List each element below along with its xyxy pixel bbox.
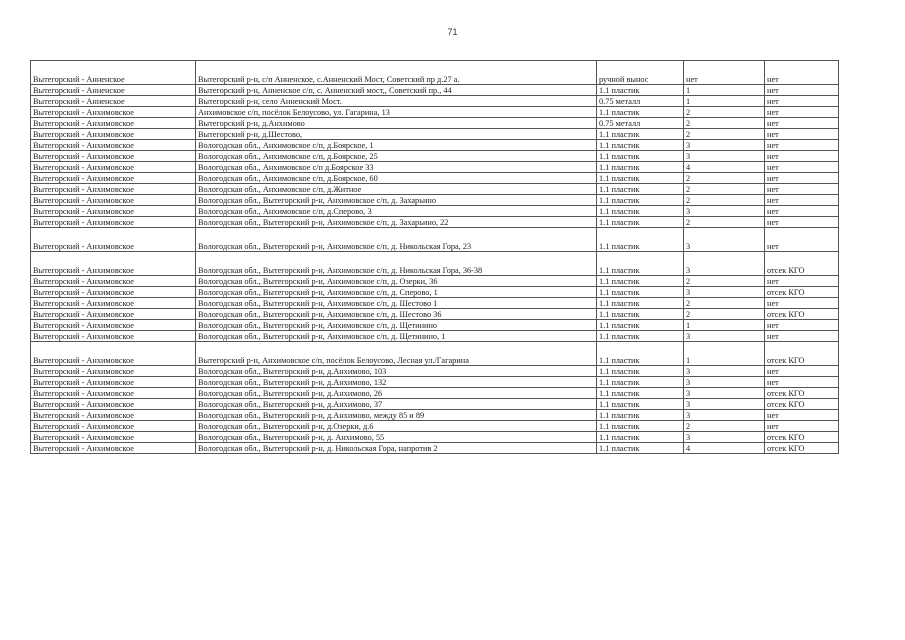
address-cell: Вологодская обл., Анхимовское с/п, д.Житное <box>196 184 597 195</box>
table-row <box>31 399 839 410</box>
bulky-waste-cell: нет <box>765 276 839 287</box>
container-type-cell: 1.1 пластик <box>597 432 684 443</box>
container-count-cell: 4 <box>684 162 765 173</box>
bulky-waste-cell: нет <box>765 140 839 151</box>
container-type-cell: 1.1 пластик <box>597 331 684 342</box>
bulky-waste-cell: отсек КГО <box>765 399 839 410</box>
district-cell: Вытегорский - Анненское <box>31 85 196 96</box>
container-count-cell: 2 <box>684 421 765 432</box>
bulky-waste-cell: нет <box>765 151 839 162</box>
bulky-waste-cell: отсек КГО <box>765 252 839 276</box>
address-cell: Вытегорский р-н, Анненское с/п, с. Анненский мост,, Советский пр., 44 <box>196 85 597 96</box>
district-cell: Вытегорский - Анхимовское <box>31 129 196 140</box>
table-row <box>31 61 839 85</box>
container-count-cell: 3 <box>684 151 765 162</box>
container-sites-table <box>30 60 839 454</box>
district-cell: Вытегорский - Анненское <box>31 61 196 85</box>
table-row <box>31 366 839 377</box>
container-count-cell: 2 <box>684 184 765 195</box>
bulky-waste-cell: нет <box>765 61 839 85</box>
address-cell: Вологодская обл., Анхимовское с/п, д.Боярское, 25 <box>196 151 597 162</box>
bulky-waste-cell: нет <box>765 162 839 173</box>
address-cell: Вологодская обл., Вытегорский р-н, Анхимовское с/п, д. Щетинино, 1 <box>196 331 597 342</box>
address-cell: Вологодская обл., Вытегорский р-н, Анхимовское с/п, д. Сперово, 1 <box>196 287 597 298</box>
district-cell: Вытегорский - Анхимовское <box>31 162 196 173</box>
table-row <box>31 195 839 206</box>
bulky-waste-cell: нет <box>765 96 839 107</box>
container-type-cell: 1.1 пластик <box>597 443 684 454</box>
container-count-cell: 2 <box>684 173 765 184</box>
container-count-cell: 3 <box>684 206 765 217</box>
container-count-cell: 2 <box>684 195 765 206</box>
address-cell: Вологодская обл., Вытегорский р-н, д.Анхимово, 103 <box>196 366 597 377</box>
district-cell: Вытегорский - Анхимовское <box>31 399 196 410</box>
bulky-waste-cell: нет <box>765 107 839 118</box>
page-number: 71 <box>447 27 458 37</box>
container-type-cell: 1.1 пластик <box>597 287 684 298</box>
bulky-waste-cell: нет <box>765 195 839 206</box>
bulky-waste-cell: нет <box>765 331 839 342</box>
bulky-waste-cell: нет <box>765 206 839 217</box>
address-cell: Вытегорский р-н, Анхимовское с/п, посёлок Белоусово, Лесная ул./Гагарина <box>196 342 597 366</box>
table-row <box>31 206 839 217</box>
bulky-waste-cell: нет <box>765 410 839 421</box>
table-row <box>31 342 839 366</box>
district-cell: Вытегорский - Анхимовское <box>31 421 196 432</box>
container-count-cell: 2 <box>684 129 765 140</box>
container-type-cell: 1.1 пластик <box>597 206 684 217</box>
address-cell: Вологодская обл., Вытегорский р-н, Анхимовское с/п, д. Шестово 36 <box>196 309 597 320</box>
container-count-cell: 3 <box>684 388 765 399</box>
district-cell: Вытегорский - Анхимовское <box>31 151 196 162</box>
district-cell: Вытегорский - Анхимовское <box>31 377 196 388</box>
table-row <box>31 140 839 151</box>
table-row <box>31 421 839 432</box>
district-cell: Вытегорский - Анхимовское <box>31 410 196 421</box>
table-row <box>31 432 839 443</box>
district-cell: Вытегорский - Анхимовское <box>31 184 196 195</box>
container-count-cell: 3 <box>684 140 765 151</box>
district-cell: Вытегорский - Анхимовское <box>31 276 196 287</box>
address-cell: Вытегорский р-н, с/п Анненское, с.Анненский Мост, Советский пр д.27 а. <box>196 61 597 85</box>
table-row <box>31 276 839 287</box>
container-type-cell: ручной вынос <box>597 61 684 85</box>
table-row <box>31 118 839 129</box>
district-cell: Вытегорский - Анхимовское <box>31 107 196 118</box>
container-type-cell: 1.1 пластик <box>597 252 684 276</box>
container-type-cell: 1.1 пластик <box>597 388 684 399</box>
container-count-cell: 1 <box>684 342 765 366</box>
table-row <box>31 151 839 162</box>
table-row <box>31 107 839 118</box>
district-cell: Вытегорский - Анхимовское <box>31 320 196 331</box>
district-cell: Вытегорский - Анхимовское <box>31 366 196 377</box>
container-count-cell: 3 <box>684 228 765 252</box>
container-type-cell: 1.1 пластик <box>597 162 684 173</box>
container-type-cell: 1.1 пластик <box>597 217 684 228</box>
bulky-waste-cell: нет <box>765 85 839 96</box>
district-cell: Вытегорский - Анхимовское <box>31 342 196 366</box>
container-type-cell: 1.1 пластик <box>597 399 684 410</box>
container-type-cell: 1.1 пластик <box>597 320 684 331</box>
address-cell: Вологодская обл., Вытегорский р-н, Анхимовское с/п, д. Шестово 1 <box>196 298 597 309</box>
address-cell: Вытегорский р-н, село Анненский Мост. <box>196 96 597 107</box>
table-row <box>31 287 839 298</box>
table-row <box>31 388 839 399</box>
address-cell: Вытегорский р-н, д.Анхимово <box>196 118 597 129</box>
bulky-waste-cell: отсек КГО <box>765 388 839 399</box>
container-count-cell: 3 <box>684 410 765 421</box>
bulky-waste-cell: отсек КГО <box>765 287 839 298</box>
table-row <box>31 410 839 421</box>
bulky-waste-cell: нет <box>765 366 839 377</box>
district-cell: Вытегорский - Анхимовское <box>31 173 196 184</box>
bulky-waste-cell: нет <box>765 217 839 228</box>
table-row <box>31 443 839 454</box>
container-type-cell: 1.1 пластик <box>597 276 684 287</box>
container-type-cell: 1.1 пластик <box>597 377 684 388</box>
bulky-waste-cell: нет <box>765 228 839 252</box>
container-type-cell: 1.1 пластик <box>597 151 684 162</box>
bulky-waste-cell: отсек КГО <box>765 443 839 454</box>
address-cell: Вологодская обл., Анхимовское с/п, д.Боярское, 1 <box>196 140 597 151</box>
bulky-waste-cell: нет <box>765 320 839 331</box>
district-cell: Вытегорский - Анненское <box>31 96 196 107</box>
container-type-cell: 1.1 пластик <box>597 184 684 195</box>
address-cell: Вологодская обл., Анхимовское с/п д.Боярское 33 <box>196 162 597 173</box>
bulky-waste-cell: отсек КГО <box>765 309 839 320</box>
container-type-cell: 1.1 пластик <box>597 298 684 309</box>
container-type-cell: 1.1 пластик <box>597 85 684 96</box>
container-count-cell: 2 <box>684 298 765 309</box>
district-cell: Вытегорский - Анхимовское <box>31 287 196 298</box>
container-count-cell: 1 <box>684 320 765 331</box>
container-count-cell: 4 <box>684 443 765 454</box>
container-type-cell: 1.1 пластик <box>597 228 684 252</box>
address-cell: Анхимовское с/п, посёлок Белоусово, ул. Гагарина, 13 <box>196 107 597 118</box>
table-row <box>31 309 839 320</box>
bulky-waste-cell: отсек КГО <box>765 342 839 366</box>
table-row <box>31 96 839 107</box>
bulky-waste-cell: нет <box>765 129 839 140</box>
address-cell: Вологодская обл., Вытегорский р-н, д.Озерки, д.6 <box>196 421 597 432</box>
bulky-waste-cell: отсек КГО <box>765 432 839 443</box>
address-cell: Вологодская обл., Вытегорский р-н, д. Анхимово, 55 <box>196 432 597 443</box>
address-cell: Вологодская обл., Анхимовское с/п, д.Сперово, 3 <box>196 206 597 217</box>
container-type-cell: 1.1 пластик <box>597 107 684 118</box>
table-row <box>31 252 839 276</box>
address-cell: Вологодская обл., Вытегорский р-н, д.Анхимово, между 85 и 89 <box>196 410 597 421</box>
bulky-waste-cell: нет <box>765 118 839 129</box>
district-cell: Вытегорский - Анхимовское <box>31 388 196 399</box>
container-count-cell: 3 <box>684 366 765 377</box>
table-row <box>31 331 839 342</box>
bulky-waste-cell: нет <box>765 421 839 432</box>
bulky-waste-cell: нет <box>765 298 839 309</box>
address-cell: Вологодская обл., Вытегорский р-н, д.Анхимово, 37 <box>196 399 597 410</box>
container-count-cell: 3 <box>684 287 765 298</box>
address-cell: Вологодская обл., Вытегорский р-н, Анхимовское с/п, д. Щетинино <box>196 320 597 331</box>
container-count-cell: 3 <box>684 377 765 388</box>
table-row <box>31 377 839 388</box>
district-cell: Вытегорский - Анхимовское <box>31 195 196 206</box>
district-cell: Вытегорский - Анхимовское <box>31 140 196 151</box>
container-count-cell: 1 <box>684 85 765 96</box>
district-cell: Вытегорский - Анхимовское <box>31 331 196 342</box>
address-cell: Вологодская обл., Вытегорский р-н, д.Анхимово, 26 <box>196 388 597 399</box>
table-row <box>31 129 839 140</box>
container-count-cell: 2 <box>684 309 765 320</box>
table-row <box>31 85 839 96</box>
container-type-cell: 1.1 пластик <box>597 309 684 320</box>
table-row <box>31 228 839 252</box>
table-row <box>31 162 839 173</box>
bulky-waste-cell: нет <box>765 173 839 184</box>
table-row <box>31 173 839 184</box>
bulky-waste-cell: нет <box>765 184 839 195</box>
container-count-cell: 2 <box>684 107 765 118</box>
district-cell: Вытегорский - Анхимовское <box>31 443 196 454</box>
container-type-cell: 1.1 пластик <box>597 410 684 421</box>
container-type-cell: 1.1 пластик <box>597 129 684 140</box>
address-cell: Вологодская обл., Вытегорский р-н, д.Анхимово, 132 <box>196 377 597 388</box>
table-row <box>31 298 839 309</box>
address-cell: Вологодская обл., Вытегорский р-н, Анхимовское с/п, д. Захарьино <box>196 195 597 206</box>
address-cell: Вологодская обл., Вытегорский р-н, Анхимовское с/п, д. Захарьино, 22 <box>196 217 597 228</box>
container-type-cell: 0.75 металл <box>597 118 684 129</box>
container-count-cell: нет <box>684 61 765 85</box>
district-cell: Вытегорский - Анхимовское <box>31 252 196 276</box>
district-cell: Вытегорский - Анхимовское <box>31 298 196 309</box>
district-cell: Вытегорский - Анхимовское <box>31 432 196 443</box>
container-type-cell: 1.1 пластик <box>597 195 684 206</box>
container-type-cell: 1.1 пластик <box>597 342 684 366</box>
table-row <box>31 217 839 228</box>
container-type-cell: 1.1 пластик <box>597 140 684 151</box>
container-type-cell: 1.1 пластик <box>597 421 684 432</box>
container-count-cell: 2 <box>684 276 765 287</box>
district-cell: Вытегорский - Анхимовское <box>31 228 196 252</box>
address-cell: Вологодская обл., Вытегорский р-н, Анхимовское с/п, д. Никольская Гора, 23 <box>196 228 597 252</box>
table-row <box>31 320 839 331</box>
container-count-cell: 3 <box>684 432 765 443</box>
container-type-cell: 0.75 металл <box>597 96 684 107</box>
container-type-cell: 1.1 пластик <box>597 366 684 377</box>
district-cell: Вытегорский - Анхимовское <box>31 206 196 217</box>
table-row <box>31 184 839 195</box>
address-cell: Вытегорский р-н, д.Шестово, <box>196 129 597 140</box>
container-count-cell: 2 <box>684 217 765 228</box>
district-cell: Вытегорский - Анхимовское <box>31 217 196 228</box>
bulky-waste-cell: нет <box>765 377 839 388</box>
address-cell: Вологодская обл., Вытегорский р-н, Анхимовское с/п, д. Озерки, 36 <box>196 276 597 287</box>
address-cell: Вологодская обл., Вытегорский р-н, Анхимовское с/п, д. Никольская Гора, 36-38 <box>196 252 597 276</box>
address-cell: Вологодская обл., Вытегорский р-н, д. Никольская Гора, напротив 2 <box>196 443 597 454</box>
container-count-cell: 3 <box>684 399 765 410</box>
district-cell: Вытегорский - Анхимовское <box>31 309 196 320</box>
container-count-cell: 3 <box>684 252 765 276</box>
container-count-cell: 3 <box>684 331 765 342</box>
district-cell: Вытегорский - Анхимовское <box>31 118 196 129</box>
container-count-cell: 1 <box>684 96 765 107</box>
container-count-cell: 2 <box>684 118 765 129</box>
address-cell: Вологодская обл., Анхимовское с/п, д.Боярское, 60 <box>196 173 597 184</box>
container-type-cell: 1.1 пластик <box>597 173 684 184</box>
